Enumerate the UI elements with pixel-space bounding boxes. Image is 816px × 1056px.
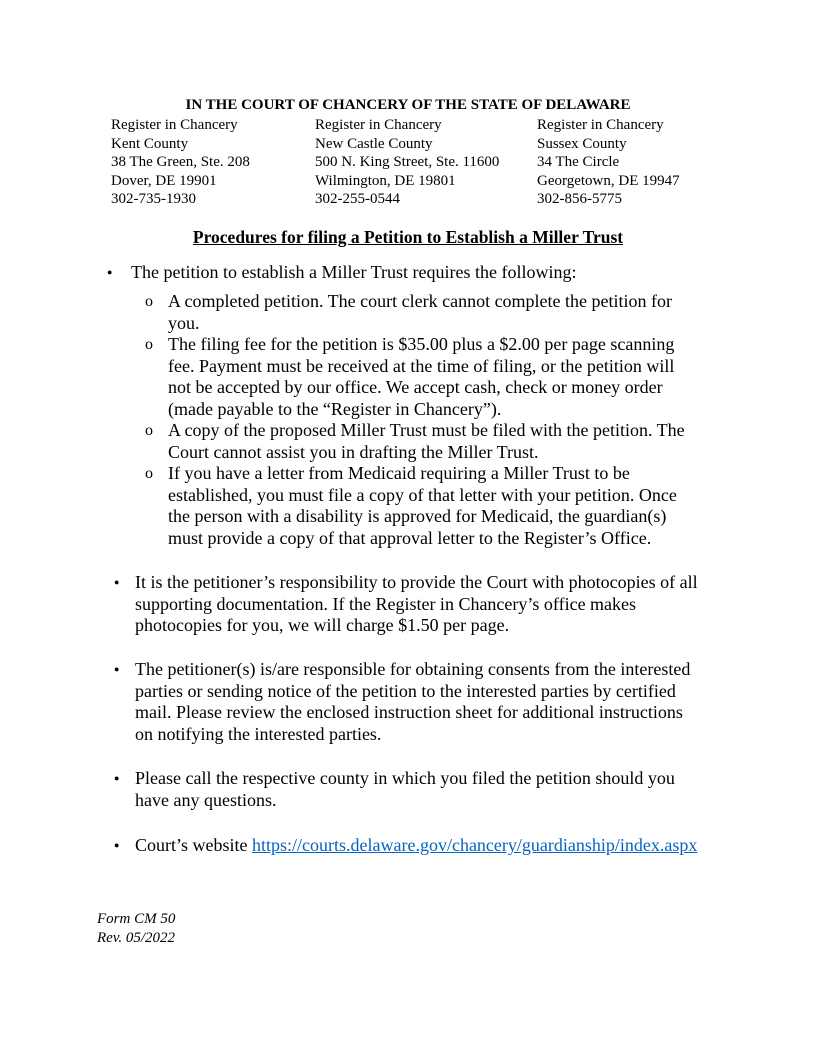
office-column [315,116,499,209]
bullet-text: photocopies for you, we will charge $1.50 per page. [135,615,510,636]
office-column [537,116,680,209]
bullet-text [135,835,697,857]
bullet-text: parties or sending notice of the petition to the interested parties by certified [135,680,676,701]
bullet-item [114,768,675,811]
bullet-icon: ● [114,577,120,587]
office-line: 302-856-5775 [537,191,622,207]
bullet-text: The petitioner(s) is/are responsible for obtaining consents from the interested [135,659,691,679]
bullet-icon: ● [114,773,120,783]
office-line: Register in Chancery [315,117,442,133]
office-line: 38 The Green, Ste. 208 [111,154,250,170]
bullet-icon: ● [107,267,113,277]
form-footer [97,910,175,948]
bullet-text: on notifying the interested parties. [135,723,382,744]
form-number: Form CM 50 [97,911,176,927]
bullet-text: have any questions. [135,789,277,810]
bullet-item [107,262,685,548]
bullet-item [114,835,698,857]
sub-bullet-text: (made payable to the “Register in Chancery”). [168,398,502,419]
bullet-item [114,659,691,745]
office-line: 302-255-0544 [315,191,400,207]
sub-bullet-item [145,291,673,334]
office-line: 34 The Circle [537,154,620,170]
sub-bullet-text: A completed petition. The court clerk cannot complete the petition for [168,291,673,311]
sub-bullet-item [145,334,675,420]
sub-bullet-text: Court cannot assist you in drafting the Miller Trust. [168,441,539,462]
sub-bullet-text: established, you must file a copy of that letter with your petition. Once [168,484,677,505]
bullet-text: Court’s website [135,835,252,855]
sub-bullet-item [145,420,685,463]
office-line: Kent County [111,135,189,152]
bullet-text: The petition to establish a Miller Trust requires the following: [131,262,577,282]
revision-date: Rev. 05/2022 [97,930,176,946]
circle-bullet-icon: o [145,336,153,353]
bullet-text: supporting documentation. If the Register in Chancery’s office makes [135,593,637,614]
bullet-text: It is the petitioner’s responsibility to provide the Court with photocopies of all [135,572,698,592]
office-line: Georgetown, DE 19947 [537,172,680,189]
sub-bullet-text: A copy of the proposed Miller Trust must be filed with the petition. The [168,420,685,440]
bullet-text: Please call the respective county in which you filed the petition should you [135,768,675,788]
office-line: Register in Chancery [537,117,664,133]
sub-bullet-text: you. [168,312,200,333]
circle-bullet-icon: o [145,465,153,482]
office-line: Register in Chancery [111,117,238,133]
circle-bullet-icon: o [145,293,153,310]
office-line: Dover, DE 19901 [111,172,217,189]
office-line: Wilmington, DE 19801 [315,172,456,189]
court-title: IN THE COURT OF CHANCERY OF THE STATE OF DELAWARE [185,97,631,113]
office-line: 500 N. King Street, Ste. 11600 [315,154,500,170]
bullet-icon: ● [114,664,120,674]
bullet-icon: ● [114,840,120,850]
bullet-text: mail. Please review the enclosed instruction sheet for additional instructions [135,702,683,723]
sub-bullet-text: the person with a disability is approved for Medicaid, the guardian(s) [168,506,667,527]
sub-bullet-text: not be accepted by our office. We accept cash, check or money order [168,377,663,398]
office-line: 302-735-1930 [111,191,196,207]
sub-bullet-item [145,463,677,549]
sub-bullet-text: fee. Payment must be received at the time of filing, or the petition will [168,355,675,376]
sub-bullet-text: must provide a copy of that approval letter to the Register’s Office. [168,527,652,548]
sub-bullet-text: The filing fee for the petition is $35.00 plus a $2.00 per page scanning [168,334,675,354]
bullet-item [114,572,698,637]
court-website-link[interactable]: https://courts.delaware.gov/chancery/guardianship/index.aspx [252,835,698,855]
office-line: New Castle County [315,135,433,152]
office-line: Sussex County [537,135,627,152]
sub-bullet-text: If you have a letter from Medicaid requiring a Miller Trust to be [168,463,630,483]
document-title: Procedures for filing a Petition to Establish a Miller Trust [192,227,624,247]
office-column [111,116,250,209]
circle-bullet-icon: o [145,422,153,439]
